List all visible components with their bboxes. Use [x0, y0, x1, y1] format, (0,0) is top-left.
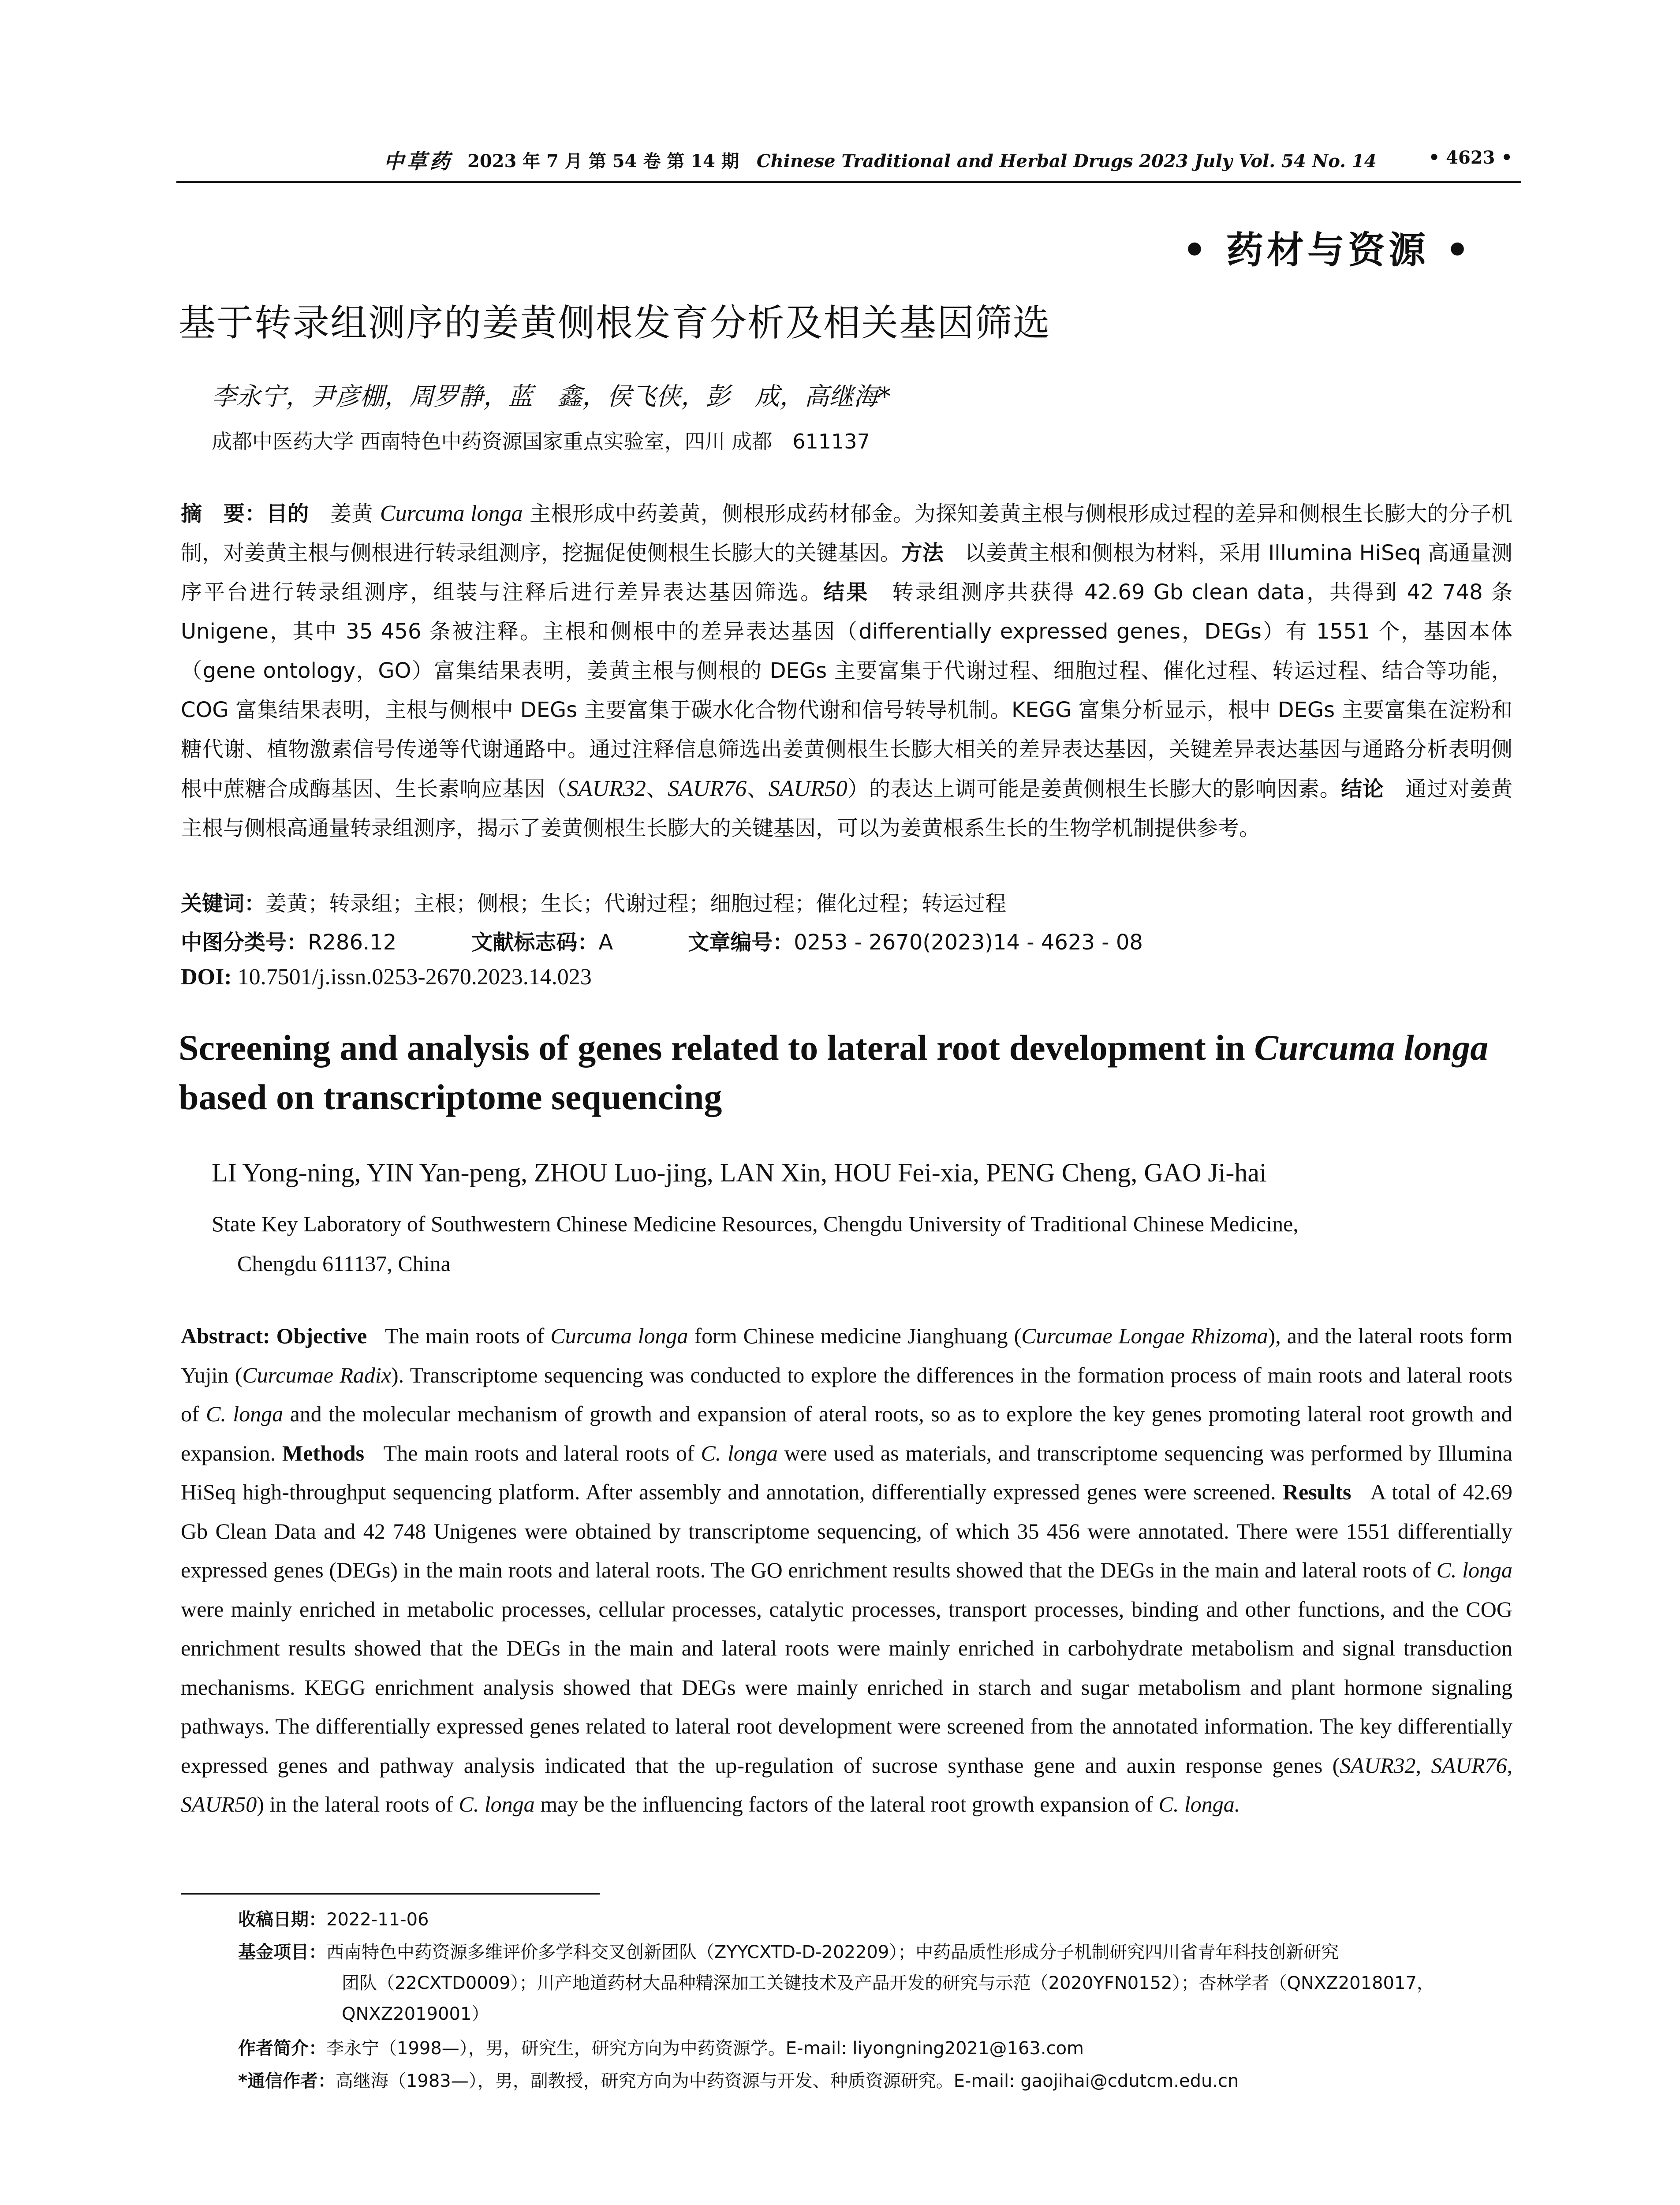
affiliation-en-line1: State Key Laboratory of Southwestern Chinese Medicine Resources, Chengdu University of Traditional Chinese Medicine, [212, 1211, 1299, 1236]
affiliation-en [212, 1204, 1512, 1283]
article-no-value: 0253 - 2670(2023)14 - 4623 - 08 [794, 930, 1143, 955]
abstract-cn [181, 494, 1512, 848]
abstract-en-text: ) in the lateral roots of [257, 1792, 459, 1816]
doi-line [181, 964, 592, 990]
received-label: 收稿日期： [238, 1910, 326, 1930]
abstract-en-text: and the molecular mechanism of growth and expansion of ateral roots, so as to explore the key genes promoting lateral root growth and expansion. [181, 1401, 1513, 1465]
fund-line-2: 团队（22CXTD0009）；川产地道药材大品种精深加工关键技术及产品开发的研究与示范（2020YFN0152）；杏林学者（QNXZ2018017， [342, 1973, 1434, 1993]
section-heading: • 药材与资源 • [1183, 228, 1473, 272]
affiliation-cn: 成都中医药大学 西南特色中药资源国家重点实验室，四川 成都 611137 [212, 430, 870, 453]
abstract-en [181, 1316, 1518, 1824]
species-name: C. longa [206, 1401, 284, 1426]
title-en-part-b: based on transcriptome sequencing [179, 1077, 722, 1117]
abstract-en-label: Abstract: Objective [181, 1323, 367, 1348]
authors-cn: 李永宁，尹彦棚，周罗静，蓝 鑫，侯飞侠，彭 成，高继海* [212, 382, 891, 411]
methods-label-cn: 方法 [901, 541, 944, 565]
abstract-en-text: ). Transcriptome sequencing was conducted to explore the differences in the formation process of main roots and lateral roots of [181, 1362, 1512, 1426]
corresponding-label: *通信作者： [238, 2071, 336, 2091]
abstract-en-text: form Chinese medicine Jianghuang ( [688, 1323, 1022, 1348]
gene-saur76: SAUR76 [668, 776, 747, 801]
abstract-cn-label: 摘 要： [181, 501, 266, 526]
affiliation-en-line2: Chengdu 611137, China [237, 1251, 451, 1276]
keywords-cn [181, 886, 1006, 917]
separator: , [1415, 1753, 1431, 1778]
conclusion-text-cn: 通过对姜黄主根与侧根高通量转录组测序，揭示了姜黄侧根生长膨大的关键基因，可以为姜黄根系生长的生物学机制提供参考。 [181, 777, 1512, 841]
author-bio: 李永宁（1998—），男，研究生，研究方向为中药资源学。E-mail: liyongning2021@163.com [326, 2038, 1084, 2059]
received-date: 2022-11-06 [326, 1910, 429, 1930]
objective-text-a: 姜黄 [309, 501, 380, 526]
results-label-en: Results [1282, 1480, 1351, 1504]
results-text-b: ）的表达上调可能是姜黄侧根生长膨大的影响因素。 [847, 777, 1341, 801]
abstract-en-text: were used as materials, and transcriptome sequencing was performed by Illumina HiSeq high-throughput sequencing platform. After assembly and annotation, differentially expressed genes were screened. [181, 1440, 1512, 1504]
methods-label-en: Methods [282, 1440, 365, 1465]
methods-text-cn: 以姜黄主根和侧根为材料，采用 Illumina HiSeq 高通量测序平台进行转录组测序，组装与注释后进行差异表达基因筛选。 [181, 541, 1512, 605]
abstract-en-text: A total of 42.69 Gb Clean Data and 42 748 Unigenes were obtained by transcriptome sequencing, of which 35 456 were annotated. There were 1551 differentially expressed genes (DEGs) in the main roots and lateral roots. The GO enrichment results showed that the DEGs in the main and lateral roots of [181, 1480, 1518, 1582]
gene-saur32: SAUR32 [567, 776, 646, 801]
title-cn: 基于转录组测序的姜黄侧根发育分析及相关基因筛选 [179, 301, 1051, 344]
keywords-label: 关键词： [181, 891, 266, 916]
fund-line-1: 西南特色中药资源多维评价多学科交叉创新团队（ZYYCXTD-D-202209）；中药品质性形成分子机制研究四川省青年科技创新研究 [326, 1942, 1339, 1962]
results-label-cn: 结果 [823, 580, 870, 605]
article-no-label: 文章编号： [688, 930, 794, 955]
species-name: C. longa [701, 1440, 778, 1465]
title-en [179, 1023, 1510, 1122]
fund-line-3: QNXZ2019001） [342, 2004, 489, 2024]
abstract-en-text: may be the influencing factors of the lateral root growth expansion of [534, 1792, 1159, 1816]
journal-logo: 中草药 [384, 149, 452, 173]
results-text-a: 转录组测序共获得 42.69 Gb clean data，共得到 42 748 条 Unigene，其中 35 456 条被注释。主根和侧根中的差异表达基因（differentially expressed genes，DEGs）有 1551 个，基因本体（gene ontology，GO）富集结果表明，姜黄主根与侧根的 DEGs 主要富集于代谢过程、细胞过程、催化过程、转运过程、结合等功能，COG 富集结果表明，主根与侧根中 DEGs 主要富集于碳水化合物代谢和信号转导机制。KEGG 富集分析显示，根中 DEGs 主要富集在淀粉和糖代谢、植物激素信号传递等代谢通路中。通过注释信息筛选出姜黄侧根生长膨大相关的差异表达基因，关键差异表达基因与通路分析表明侧根中蔗糖合成酶基因、生长素响应基因（ [181, 580, 1512, 801]
authors-en: LI Yong-ning, YIN Yan-peng, ZHOU Luo-jing, LAN Xin, HOU Fei-xia, PENG Cheng, GAO Ji-hai [212, 1158, 1267, 1187]
issue-info [467, 147, 1377, 172]
abstract-en-text: The main roots of [367, 1323, 551, 1348]
abstract-en-text: The main roots and lateral roots of [364, 1440, 701, 1465]
species-name: Curcuma longa [380, 501, 523, 526]
footnote-divider [181, 1893, 600, 1895]
footnote-corresponding [238, 2066, 1512, 2097]
corresponding-author: 高继海（1983—），男，副教授，研究方向为中药资源与开发、种质资源研究。E-mail: gaojihai@cdutcm.edu.cn [335, 2071, 1239, 2091]
doi-value[interactable]: 10.7501/j.issn.0253-2670.2023.14.023 [231, 964, 592, 990]
doc-code-value: A [598, 930, 613, 955]
page-number: • 4623 • [1428, 147, 1512, 168]
abstract-en-text: were mainly enriched in metabolic processes, cellular processes, catalytic processes, transport processes, binding and other functions, and the COG enrichment results showed that the DEGs in the main and lateral roots were mainly enriched in carbohydrate metabolism and signal transduction mechanisms. KEGG enrichment analysis showed that DEGs were mainly enriched in starch and sugar metabolism and plant hormone signaling pathways. The differentially expressed genes related to lateral root development were screened from the annotated information. The key differentially expressed genes and pathway analysis indicated that the up-regulation of sucrose synthase gene and auxin response genes ( [181, 1596, 1512, 1778]
footnote-author [238, 2033, 1512, 2064]
classification-line [181, 925, 1143, 956]
running-header [176, 146, 1521, 183]
gene-saur32: SAUR32 [1340, 1753, 1416, 1778]
conclusion-label-cn: 结论 [1341, 777, 1384, 801]
objective-label-cn: 目的 [266, 501, 309, 526]
separator: , [1507, 1753, 1513, 1778]
clc-value: R286.12 [308, 930, 397, 955]
doi-label: DOI: [181, 964, 232, 990]
abstract-en-text: ), and the lateral roots form Yujin ( [181, 1323, 1512, 1387]
author-bio-label: 作者简介： [238, 2038, 326, 2059]
keywords-text: 姜黄；转录组；主根；侧根；生长；代谢过程；细胞过程；催化过程；转运过程 [265, 891, 1007, 916]
species-name: C. longa. [1158, 1792, 1240, 1816]
footnote-received [238, 1904, 1512, 1935]
species-name: C. longa [1436, 1558, 1512, 1582]
footnote-fund [238, 1937, 1512, 2029]
gene-saur50: SAUR50 [181, 1792, 257, 1816]
species-name: Curcuma longa [550, 1323, 688, 1348]
species-name: C. longa [459, 1792, 535, 1816]
species-name: Curcumae Longae Rhizoma [1021, 1323, 1268, 1348]
title-en-species: Curcuma longa [1254, 1028, 1489, 1068]
doc-code-label: 文献标志码： [471, 930, 599, 955]
issue-cn: 2023 年 7 月 第 54 卷 第 14 期 [467, 151, 739, 172]
separator: 、 [747, 777, 769, 801]
fund-label: 基金项目： [238, 1942, 326, 1962]
gene-saur76: SAUR76 [1431, 1753, 1507, 1778]
separator: 、 [646, 777, 668, 801]
objective-text-b: 主根形成中药姜黄，侧根形成药材郁金。为探知姜黄主根与侧根形成过程的差异和侧根生长膨大的分子机制，对姜黄主根与侧根进行转录组测序，挖掘促使侧根生长膨大的关键基因。 [181, 501, 1512, 565]
species-name: Curcumae Radix [242, 1362, 391, 1387]
gene-saur50: SAUR50 [768, 776, 847, 801]
clc-label: 中图分类号： [181, 930, 308, 955]
journal-name-en: Chinese Traditional and Herbal Drugs 2023 July Vol. 54 No. 14 [756, 151, 1377, 172]
title-en-part-a: Screening and analysis of genes related to lateral root development in [179, 1028, 1254, 1068]
